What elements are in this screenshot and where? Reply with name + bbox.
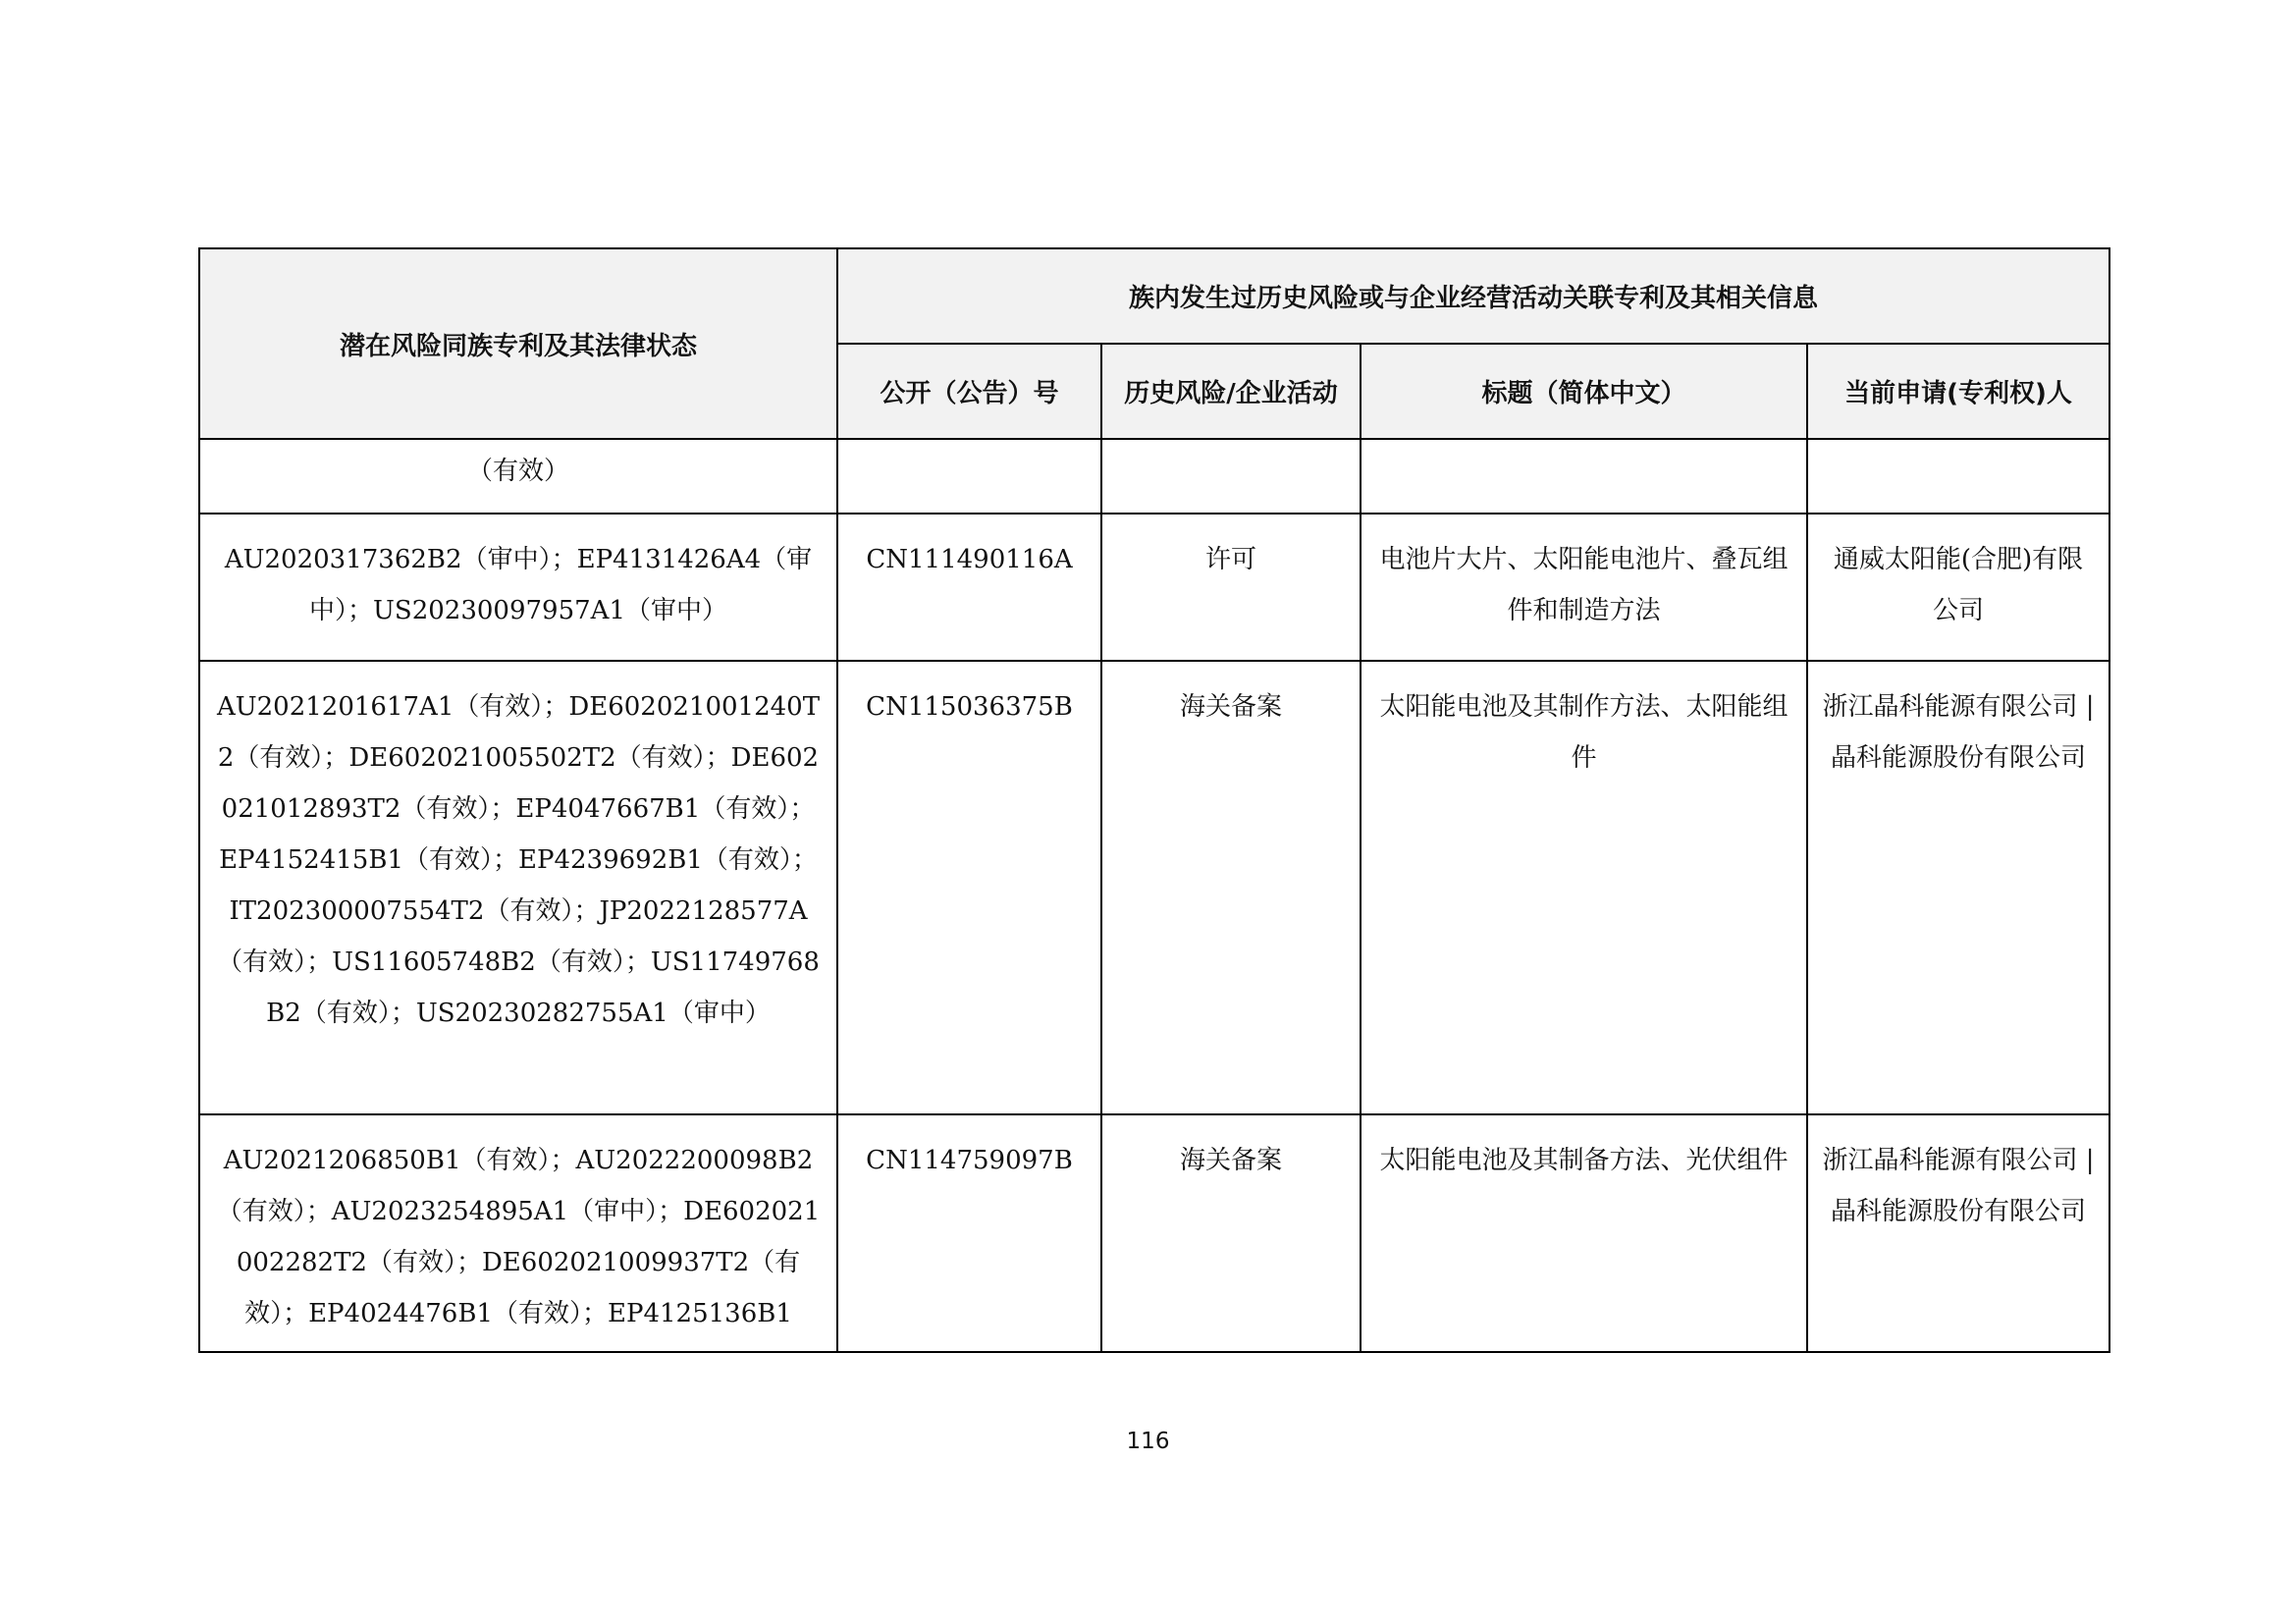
family-cell: AU2020317362B2（审中）；EP4131426A4（审中）；US20230097957A1（审中）: [224, 545, 813, 625]
family-cell: （有效）: [466, 457, 569, 486]
header-title: 标题（简体中文）: [1361, 344, 1807, 439]
activity-cell: [1102, 440, 1360, 471]
pub-no-cell: CN114759097B: [866, 1146, 1073, 1175]
patent-table: [198, 247, 2110, 1353]
activity-cell: 海关备案: [1179, 1146, 1282, 1175]
activity-cell: 海关备案: [1179, 692, 1282, 722]
page-number: 116: [1126, 1429, 1170, 1454]
activity-cell: 许可: [1204, 545, 1256, 574]
header-family: 潜在风险同族专利及其法律状态: [199, 248, 837, 439]
header-applicant: 当前申请(专利权)人: [1807, 344, 2109, 439]
title-cell: [1362, 440, 1806, 471]
pub-no-cell: CN111490116A: [866, 545, 1073, 574]
family-cell: AU2021206850B1（有效）；AU2022200098B2（有效）；AU2023254895A1（审中）；DE602021002282T2（有效）；DE602021009937T2（有效）；EP4024476B1（有效）；EP4125136B1: [216, 1146, 821, 1328]
header-pub-no: 公开（公告）号: [837, 344, 1101, 439]
header-group: 族内发生过历史风险或与企业经营活动关联专利及其相关信息: [837, 248, 2109, 344]
applicant-cell: [1808, 440, 2109, 471]
applicant-cell: 浙江晶科能源有限公司 | 晶科能源股份有限公司: [1822, 692, 2095, 773]
pub-no-cell: CN115036375B: [866, 692, 1073, 722]
applicant-cell: 通威太阳能(合肥)有限公司: [1833, 545, 2084, 625]
table-row: [199, 661, 2109, 1114]
applicant-cell: 浙江晶科能源有限公司 | 晶科能源股份有限公司: [1822, 1146, 2095, 1226]
table-row: [199, 1114, 2109, 1352]
table-row: [199, 514, 2109, 661]
table-row: [199, 439, 2109, 514]
title-cell: 电池片大片、太阳能电池片、叠瓦组件和制造方法: [1379, 545, 1789, 625]
title-cell: 太阳能电池及其制作方法、太阳能组件: [1379, 692, 1789, 773]
title-cell: 太阳能电池及其制备方法、光伏组件: [1379, 1146, 1789, 1175]
pub-no-cell: [838, 440, 1100, 471]
family-cell: AU2021201617A1（有效）；DE602021001240T2（有效）；DE602021005502T2（有效）；DE602021012893T2（有效）；EP4047667B1（有效）；EP4152415B1（有效）；EP4239692B1（有效）；IT202300007554T2（有效）；JP2022128577A（有效）；US11605748B2（有效）；US11749768B2（有效）；US20230282755A1（审中）: [216, 692, 821, 1028]
header-activity: 历史风险/企业活动: [1101, 344, 1361, 439]
